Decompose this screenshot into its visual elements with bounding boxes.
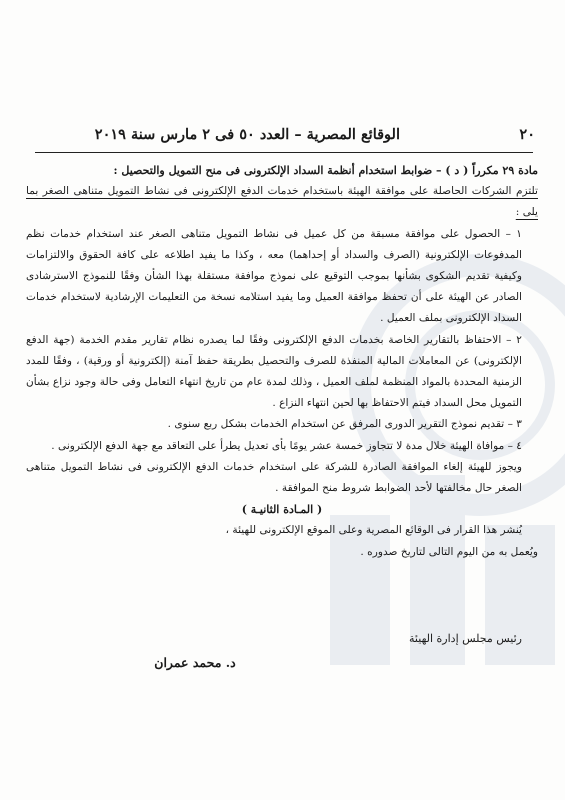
document-body bbox=[26, 160, 538, 563]
article-heading: مادة ٢٩ مكرراً ( د ) – ضوابط استخدام أنظمة السداد الإلكترونى فى منح التمويل والتحصيل : bbox=[113, 164, 538, 177]
closing-paragraph: ويجوز للهيئة إلغاء الموافقة الصادرة للشركة على استخدام خدمات الدفع الإلكترونى فى نشاط التمويل متناهى الصغر حال مخالفتها لأحد الضوابط شروط منح الموافقة . bbox=[26, 460, 522, 495]
article-two-heading: ( المـادة الثانيـة ) bbox=[241, 503, 323, 517]
article-intro: تلتزم الشركات الحاصلة على موافقة الهيئة باستخدام خدمات الدفع الإلكترونى فى نشاط التمويل متناهى الصغر بما يلى : bbox=[26, 185, 538, 219]
issue-line: الوقائع المصرية – العدد ٥٠ فى ٢ مارس سنة ٢٠١٩ bbox=[94, 126, 400, 143]
header-divider bbox=[35, 152, 533, 153]
signatory-name: د. محمد عمران bbox=[154, 655, 236, 670]
list-item-3: ٣ – تقديم نموذج التقرير الدورى المرفق عن استخدام الخدمات بشكل ربع سنوى . bbox=[167, 418, 522, 431]
article-two-text-1: يُنشر هذا القرار فى الوقائع المصرية وعلى الموقع الإلكترونى للهيئة ، bbox=[225, 524, 522, 537]
article-two-text-2: ويُعمل به من اليوم التالى لتاريخ صدوره . bbox=[360, 545, 538, 558]
list-item-4: ٤ – موافاة الهيئة خلال مدة لا تتجاوز خمسة عشر يومًا بأى تعديل يطرأ على التعاقد مع جهة الدفع الإلكترونى . bbox=[51, 439, 522, 452]
page-number: ٢٠ bbox=[519, 126, 535, 143]
list-item-1: ١ – الحصول على موافقة مسبقة من كل عميل فى نشاط التمويل متناهى الصغر عند استخدام خدمات نظم المدفوعات الإلكترونية (الصرف والسداد أو إحداهما) معه ، وكذا ما يفيد اطلاعه على كافة الحقوق والالتزامات وكيفية تقديم الشكوى بشأنها بموجب التوقيع على نموذج موافقة مستقلة بهذا الشأن وفقًا للنموذج الاسترشادى الصادر عن الهيئة على أن تحفظ موافقة العميل وما يفيد استلامه نسخة من التعليمات الإرشادية لاستخدام خدمات السداد الإلكترونى بملف العميل . bbox=[26, 227, 522, 325]
page-header bbox=[30, 126, 535, 148]
list-item-2: ٢ – الاحتفاظ بالتقارير الخاصة بخدمات الدفع الإلكترونى وفقًا لما يصدره نظام تقارير مقدم الخدمة (جهة الدفع الإلكترونى) عن المعاملات المالية المنفذة للصرف والتحصيل بطريقة حفظ آمنة (إلكترونية أو ورقية) ، وفقًا للمدد الزمنية المحددة بالمواد المنظمة لملف العميل ، وذلك لمدة عام من تاريخ انتهاء التعامل وفى حالة وجود نزاع بشأن التمويل محل السداد فيتم الاحتفاظ بها لحين انتهاء النزاع . bbox=[26, 333, 522, 410]
signatory-title: رئيس مجلس إدارة الهيئة bbox=[409, 632, 522, 645]
